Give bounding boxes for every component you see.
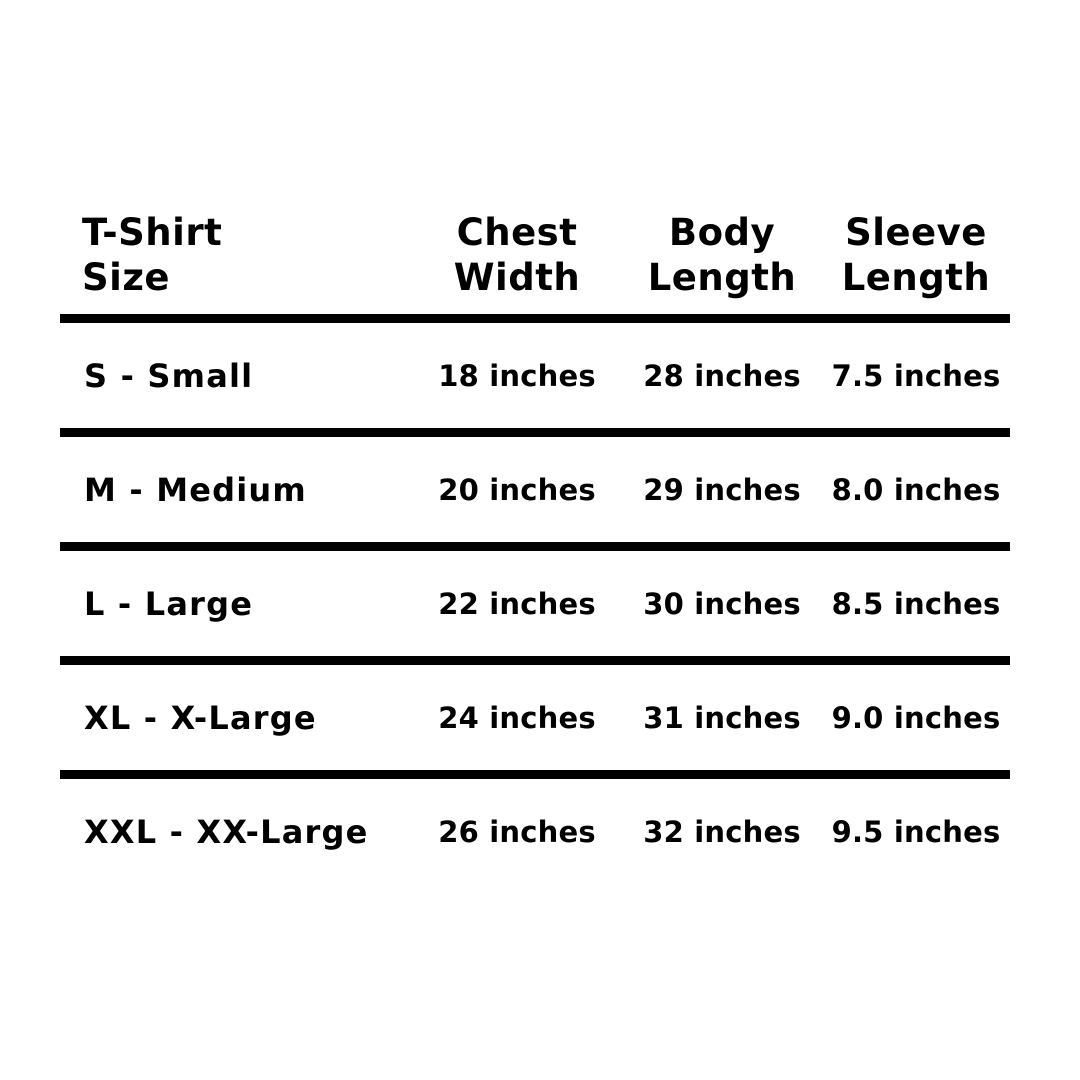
cell-chest-width: 26 inches bbox=[438, 814, 596, 849]
cell-size: L - Large bbox=[60, 547, 412, 661]
cell-body-length: 28 inches bbox=[622, 319, 822, 433]
cell-chest-width: 18 inches bbox=[412, 319, 622, 433]
column-header-size bbox=[60, 210, 412, 319]
cell-sleeve-length: 8.5 inches bbox=[822, 547, 1010, 661]
table-row bbox=[60, 547, 1010, 661]
cell-size: M - Medium bbox=[60, 433, 412, 547]
cell-body-length: 32 inches bbox=[643, 814, 801, 849]
cell-chest-width: 24 inches bbox=[412, 661, 622, 775]
column-header-body-line1: Body bbox=[668, 211, 776, 254]
cell-size: S - Small bbox=[60, 319, 412, 433]
cell-chest-width: 20 inches bbox=[412, 433, 622, 547]
table-row bbox=[60, 661, 1010, 775]
cell-sleeve-length: 8.0 inches bbox=[822, 433, 1010, 547]
column-header-body-length bbox=[622, 210, 822, 319]
table-row bbox=[60, 775, 1010, 885]
cell-body-length: 29 inches bbox=[622, 433, 822, 547]
column-header-sleeve-line1: Sleeve bbox=[845, 211, 987, 254]
cell-sleeve-length: 7.5 inches bbox=[822, 319, 1010, 433]
column-header-chest-width bbox=[412, 210, 622, 319]
column-header-size-line2: Size bbox=[82, 256, 170, 300]
column-header-size-line1: T-Shirt bbox=[82, 211, 223, 254]
table-row bbox=[60, 433, 1010, 547]
column-header-sleeve-length bbox=[822, 210, 1010, 319]
table-row bbox=[60, 319, 1010, 433]
column-header-chest-line1: Chest bbox=[456, 211, 578, 254]
column-header-sleeve-line2: Length bbox=[841, 256, 991, 300]
table-header bbox=[60, 210, 1010, 319]
size-chart-table bbox=[60, 210, 1010, 884]
cell-chest-width: 22 inches bbox=[412, 547, 622, 661]
cell-body-length: 30 inches bbox=[622, 547, 822, 661]
header-row bbox=[60, 210, 1010, 319]
cell-size: XXL - XX-Large bbox=[84, 812, 369, 851]
cell-sleeve-length: 9.0 inches bbox=[822, 661, 1010, 775]
table-body bbox=[60, 319, 1010, 885]
cell-sleeve-length: 9.5 inches bbox=[831, 814, 1001, 849]
column-header-body-line2: Length bbox=[647, 256, 797, 300]
column-header-chest-line2: Width bbox=[453, 256, 581, 300]
cell-size: XL - X-Large bbox=[60, 661, 412, 775]
cell-body-length: 31 inches bbox=[622, 661, 822, 775]
